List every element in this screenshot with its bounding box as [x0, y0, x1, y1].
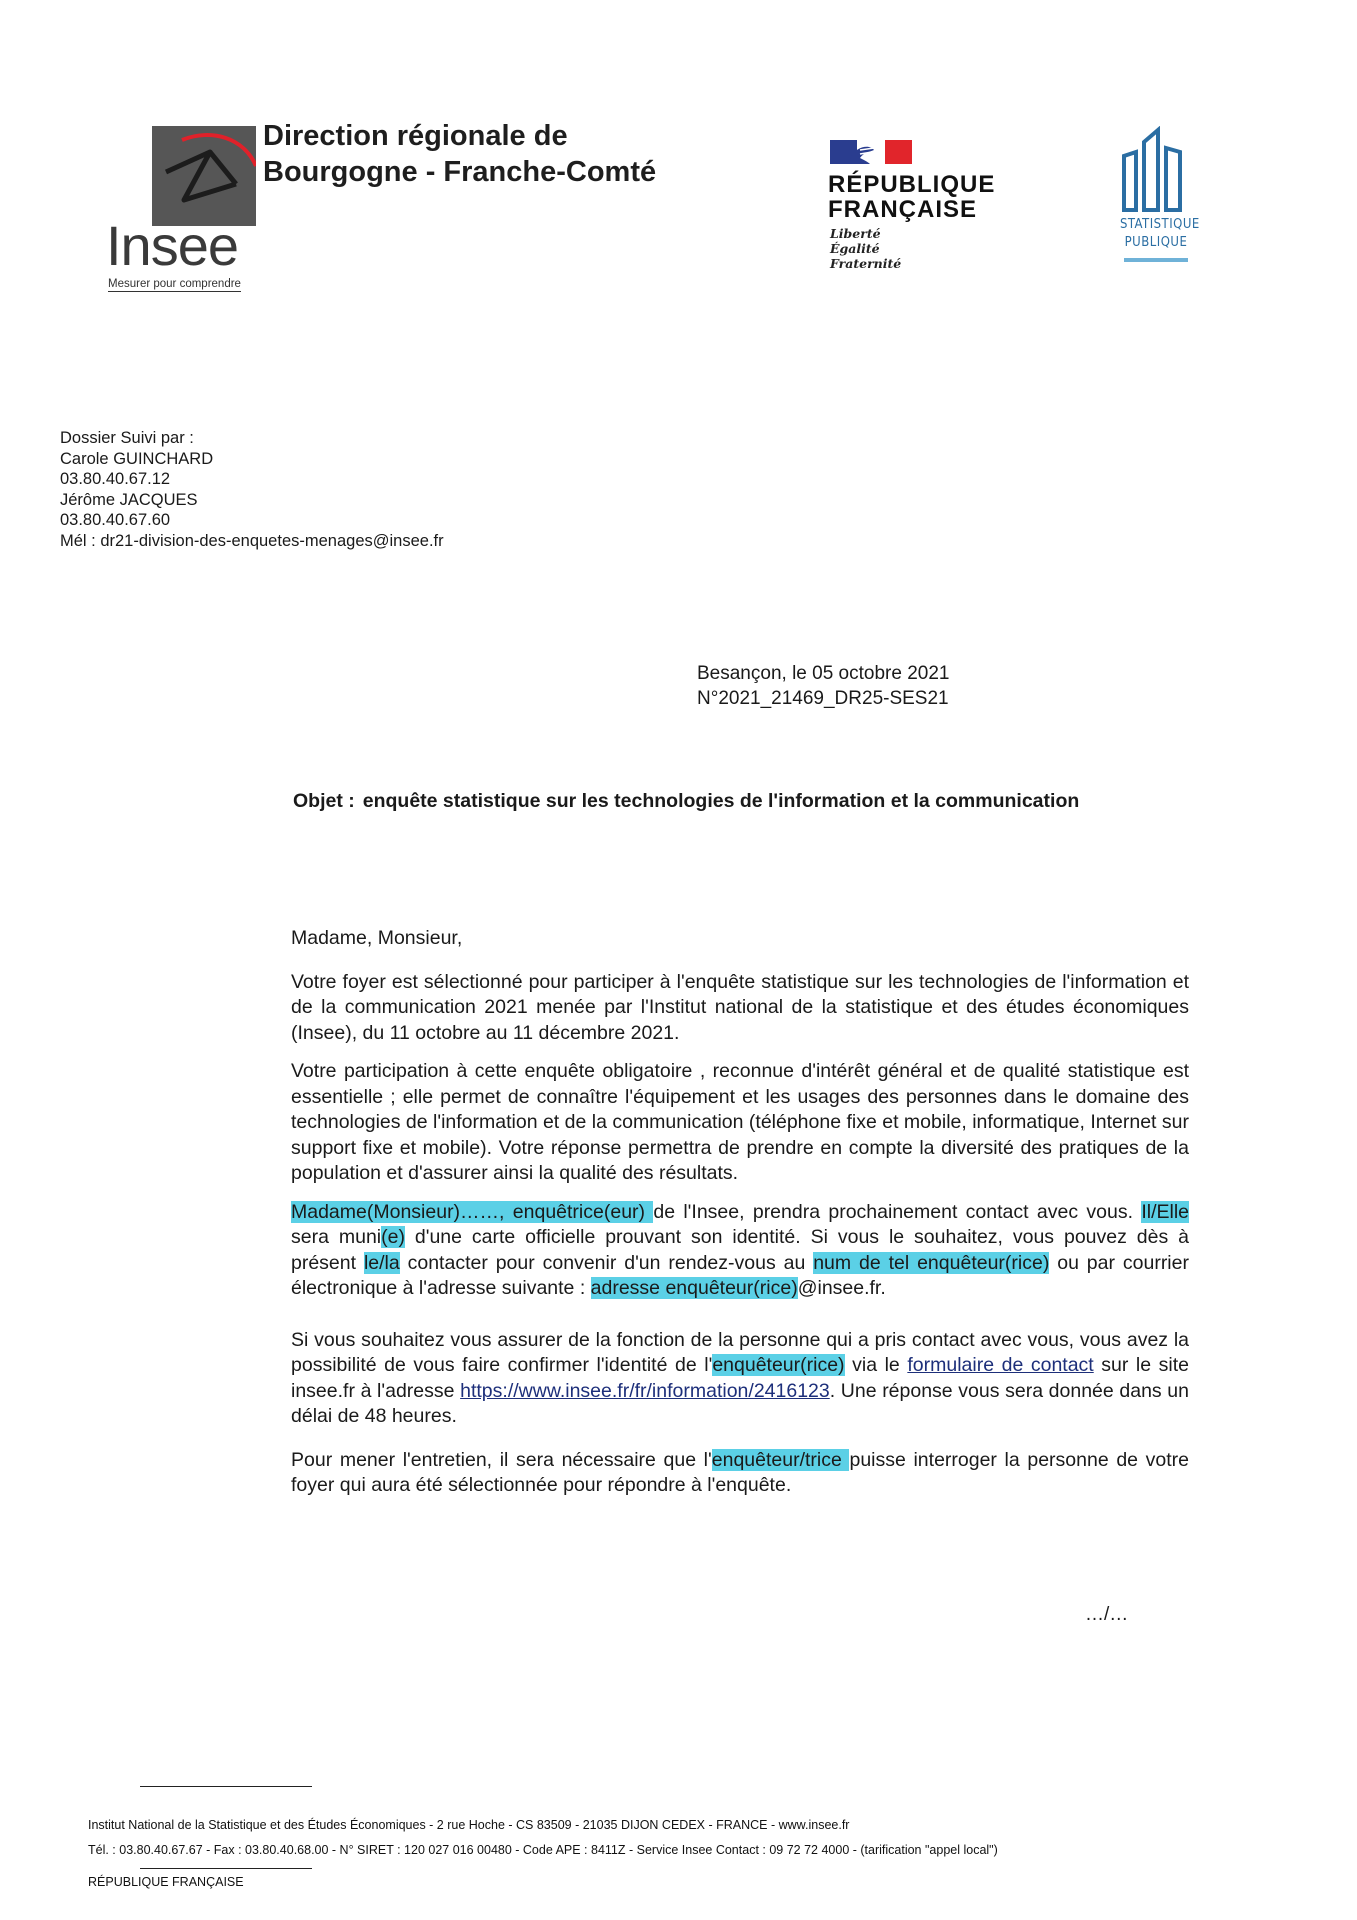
highlight-article: le/la	[363, 1251, 400, 1274]
paragraph-2: Votre participation à cette enquête obligatoire , reconnue d'intérêt général et de qualité statistique est essentielle ; elle permet de connaître l'équipement et les usages des personnes dans le domaine des technologies de l'information et de la communication (téléphone fixe et mobile, informatique, Internet sur support fixe et mobile). Votre réponse permettra de prendre en compte la diversité des pratiques de la population et d'assurer ainsi la qualité des résultats.	[291, 1060, 1189, 1184]
insee-tagline: Mesurer pour comprendre	[108, 278, 241, 290]
paragraph-4	[291, 1328, 1189, 1430]
p5-text-1: Pour mener l'entretien, il sera nécessaire que l'	[291, 1448, 712, 1471]
p3-text-3: d'une carte officielle prouvant son identité. Si vous le souhaitez, vous pouvez dès à présent	[291, 1226, 1189, 1274]
direction-line-2: Bourgogne - Franche-Comté	[263, 156, 657, 188]
statistique-publique-icon	[1120, 126, 1192, 212]
letter-body	[291, 926, 1189, 1512]
direction-line-1: Direction régionale de	[263, 120, 568, 152]
statistique-publique-underline	[1124, 258, 1188, 262]
statistique-publique-text	[1120, 216, 1200, 252]
p5-text-2: puisse interroger la personne de votre foyer qui aura été sélectionnée pour répondre à l'enquête.	[291, 1448, 1189, 1496]
highlight-phone-placeholder: num de tel enquêteur(rice)	[813, 1251, 1050, 1274]
highlight-enqueteur-3: enquêteur/trice	[711, 1448, 850, 1471]
p4-text-4: . Une réponse vous sera donnée dans un délai de 48 heures.	[291, 1379, 1189, 1427]
statistique-publique-logo	[1120, 126, 1200, 266]
p3-text-6: @insee.fr.	[797, 1277, 886, 1299]
p4-text-3: sur le site insee.fr à l'adresse	[291, 1354, 1190, 1402]
subject-text: enquête statistique sur les technologies de l'information et la communication	[362, 790, 1080, 812]
contact-name-2: Jérôme JACQUES	[60, 490, 198, 509]
paragraph-1: Votre foyer est sélectionné pour participer à l'enquête statistique sur les technologies de l'information et de la communication 2021 menée par l'Institut national de la statistique et des études économiques (Insee), du 11 octobre au 11 décembre 2021.	[291, 970, 1189, 1044]
p3-text-5: ou par courrier électronique à l'adresse suivante :	[291, 1251, 1189, 1299]
date-reference-block	[697, 661, 949, 711]
highlight-enqueteur-name: Madame(Monsieur)……, enquêtrice(eur)	[291, 1200, 654, 1223]
contact-email: Mél : dr21-division-des-enquetes-menages@insee.fr	[60, 531, 444, 550]
rf-motto-fraternite: Fraternité	[830, 256, 902, 271]
insee-info-url-link[interactable]: https://www.insee.fr/fr/information/2416123	[460, 1379, 830, 1402]
p4-text-1: Si vous souhaitez vous assurer de la fonction de la personne qui a pris contact avec vous, vous avez la possibilité de vous faire confirmer l'identité de l'	[291, 1328, 1189, 1376]
contact-name-1: Carole GUINCHARD	[60, 449, 214, 468]
highlight-pronoun: Il/Elle	[1141, 1200, 1189, 1223]
footer-divider-top	[140, 1786, 312, 1787]
footer-line-1: Institut National de la Statistique et des Études Économiques - 2 rue Hoche - CS 83509 - 21035 DIJON CEDEX - FRANCE - www.insee.fr	[88, 1818, 850, 1832]
rf-motto-liberte: Liberté	[830, 226, 881, 241]
place-date: Besançon, le 05 octobre 2021	[697, 663, 950, 684]
p3-text-2: sera muni	[291, 1226, 382, 1248]
dossier-label: Dossier Suivi par :	[60, 429, 194, 447]
footer-line-2: Tél. : 03.80.40.67.67 - Fax : 03.80.40.68.00 - N° SIRET : 120 027 016 00480 - Code APE : 8411Z - Service Insee Contact : 09 72 72 4000 - (tarification "appel local")	[88, 1843, 998, 1857]
insee-logo-square	[152, 126, 256, 226]
reference-number: N°2021_21469_DR25-SES21	[697, 688, 949, 709]
letter-subject	[293, 790, 1079, 813]
contact-phone-1: 03.80.40.67.12	[60, 470, 171, 488]
p4-text-2: via le	[844, 1354, 908, 1376]
p3-text-4: contacter pour convenir d'un rendez-vous au	[399, 1251, 814, 1274]
contact-phone-2: 03.80.40.67.60	[60, 511, 171, 529]
insee-wordmark: Insee	[106, 214, 238, 277]
sp-line-1: STATISTIQUE	[1120, 217, 1200, 232]
marianne-flag-icon	[830, 140, 912, 164]
highlight-enqueteur-2: enquêteur(rice)	[712, 1354, 845, 1376]
paragraph-5	[291, 1448, 1189, 1499]
contact-form-link[interactable]: formulaire de contact	[907, 1354, 1094, 1376]
footer-address	[88, 1813, 998, 1863]
rf-motto-egalite: Égalité	[830, 241, 880, 256]
rf-title-line-2: FRANÇAISE	[828, 196, 978, 223]
highlight-address-placeholder: adresse enquêteur(rice)	[590, 1277, 798, 1299]
rf-title-line-1: RÉPUBLIQUE	[828, 171, 996, 198]
highlight-gender-suffix: (e)	[381, 1226, 405, 1248]
footer-divider-bottom	[140, 1868, 312, 1869]
subject-label: Objet :	[293, 790, 355, 812]
insee-logo	[106, 126, 256, 296]
footer-republique: RÉPUBLIQUE FRANÇAISE	[88, 1875, 244, 1889]
paragraph-3	[291, 1200, 1189, 1302]
salutation: Madame, Monsieur,	[291, 927, 463, 949]
p3-text-1: de l'Insee, prendra prochainement contact avec vous.	[653, 1200, 1142, 1223]
direction-title	[263, 118, 656, 190]
rf-motto	[830, 226, 901, 271]
sp-line-2: PUBLIQUE	[1124, 235, 1188, 250]
page-continuation-mark: …/…	[1085, 1604, 1129, 1625]
dossier-suivi-block	[60, 428, 444, 551]
insee-logo-mark-icon	[152, 126, 256, 226]
rf-title	[828, 172, 995, 222]
